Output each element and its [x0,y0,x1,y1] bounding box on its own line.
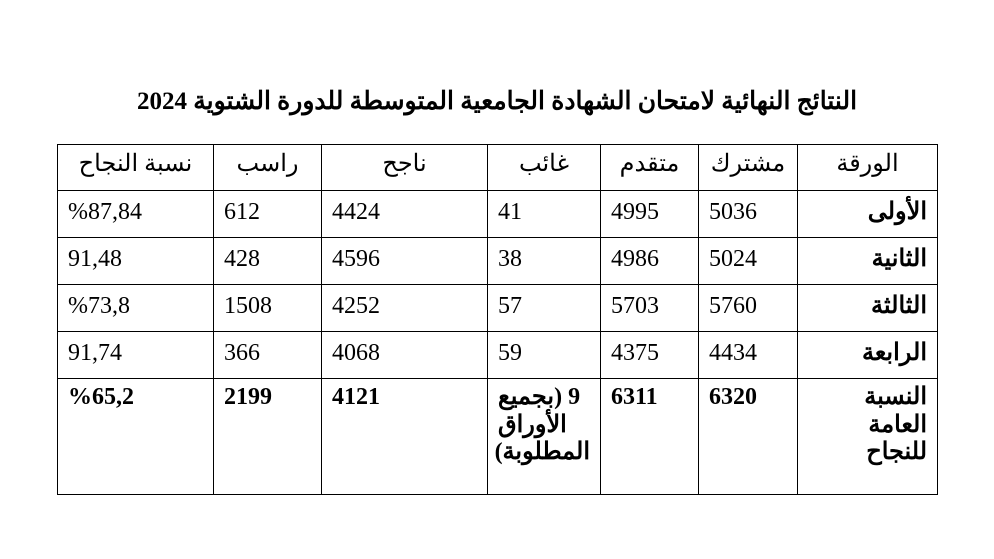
failed-value: 366 [214,332,322,379]
total-label-line1: النسبة العامة [864,384,927,438]
failed-value: 612 [214,191,322,238]
header-paper: الورقة [798,145,938,191]
attendees-value: 4986 [601,238,699,285]
absent-value: 57 [488,285,601,332]
passed-value: 4424 [322,191,488,238]
total-row [58,379,938,495]
paper-name: الثانية [798,238,938,285]
total-absent [488,379,601,495]
pass-rate-value: %73,8 [58,285,214,332]
total-label-line2: للنجاح [866,439,927,466]
paper-name: الرابعة [798,332,938,379]
participants-value: 5760 [699,285,798,332]
total-attendees: 6311 [601,379,699,495]
total-absent-line1: 9 (بجميع [498,384,581,410]
participants-value: 5036 [699,191,798,238]
document-title: النتائج النهائية لامتحان الشهادة الجامعية المتوسطة للدورة الشتوية 2024 [136,88,858,115]
header-attendees: متقدم [601,145,699,191]
participants-value: 4434 [699,332,798,379]
attendees-value: 5703 [601,285,699,332]
table-row [58,238,938,285]
failed-value: 1508 [214,285,322,332]
header-absent: غائب [488,145,601,191]
total-pass-rate: %65,2 [58,379,214,495]
total-absent-line3: المطلوبة) [494,439,590,466]
absent-value: 41 [488,191,601,238]
total-failed: 2199 [214,379,322,495]
header-pass-rate: نسبة النجاح [58,145,214,191]
absent-value: 59 [488,332,601,379]
paper-name: الثالثة [798,285,938,332]
participants-value: 5024 [699,238,798,285]
passed-value: 4596 [322,238,488,285]
pass-rate-value: %87,84 [58,191,214,238]
total-absent-line2: الأوراق [498,411,567,438]
header-failed: راسب [214,145,322,191]
results-table [57,144,938,495]
pass-rate-value: 91,74 [58,332,214,379]
absent-value: 38 [488,238,601,285]
attendees-value: 4995 [601,191,699,238]
passed-value: 4068 [322,332,488,379]
attendees-value: 4375 [601,332,699,379]
paper-name: الأولى [798,191,938,238]
header-participants: مشترك [699,145,798,191]
table-row [58,285,938,332]
header-passed: ناجح [322,145,488,191]
total-participants: 6320 [699,379,798,495]
total-passed: 4121 [322,379,488,495]
table-row [58,332,938,379]
pass-rate-value: 91,48 [58,238,214,285]
table-row [58,191,938,238]
total-label [798,379,938,495]
failed-value: 428 [214,238,322,285]
table-header-row [58,145,938,191]
passed-value: 4252 [322,285,488,332]
